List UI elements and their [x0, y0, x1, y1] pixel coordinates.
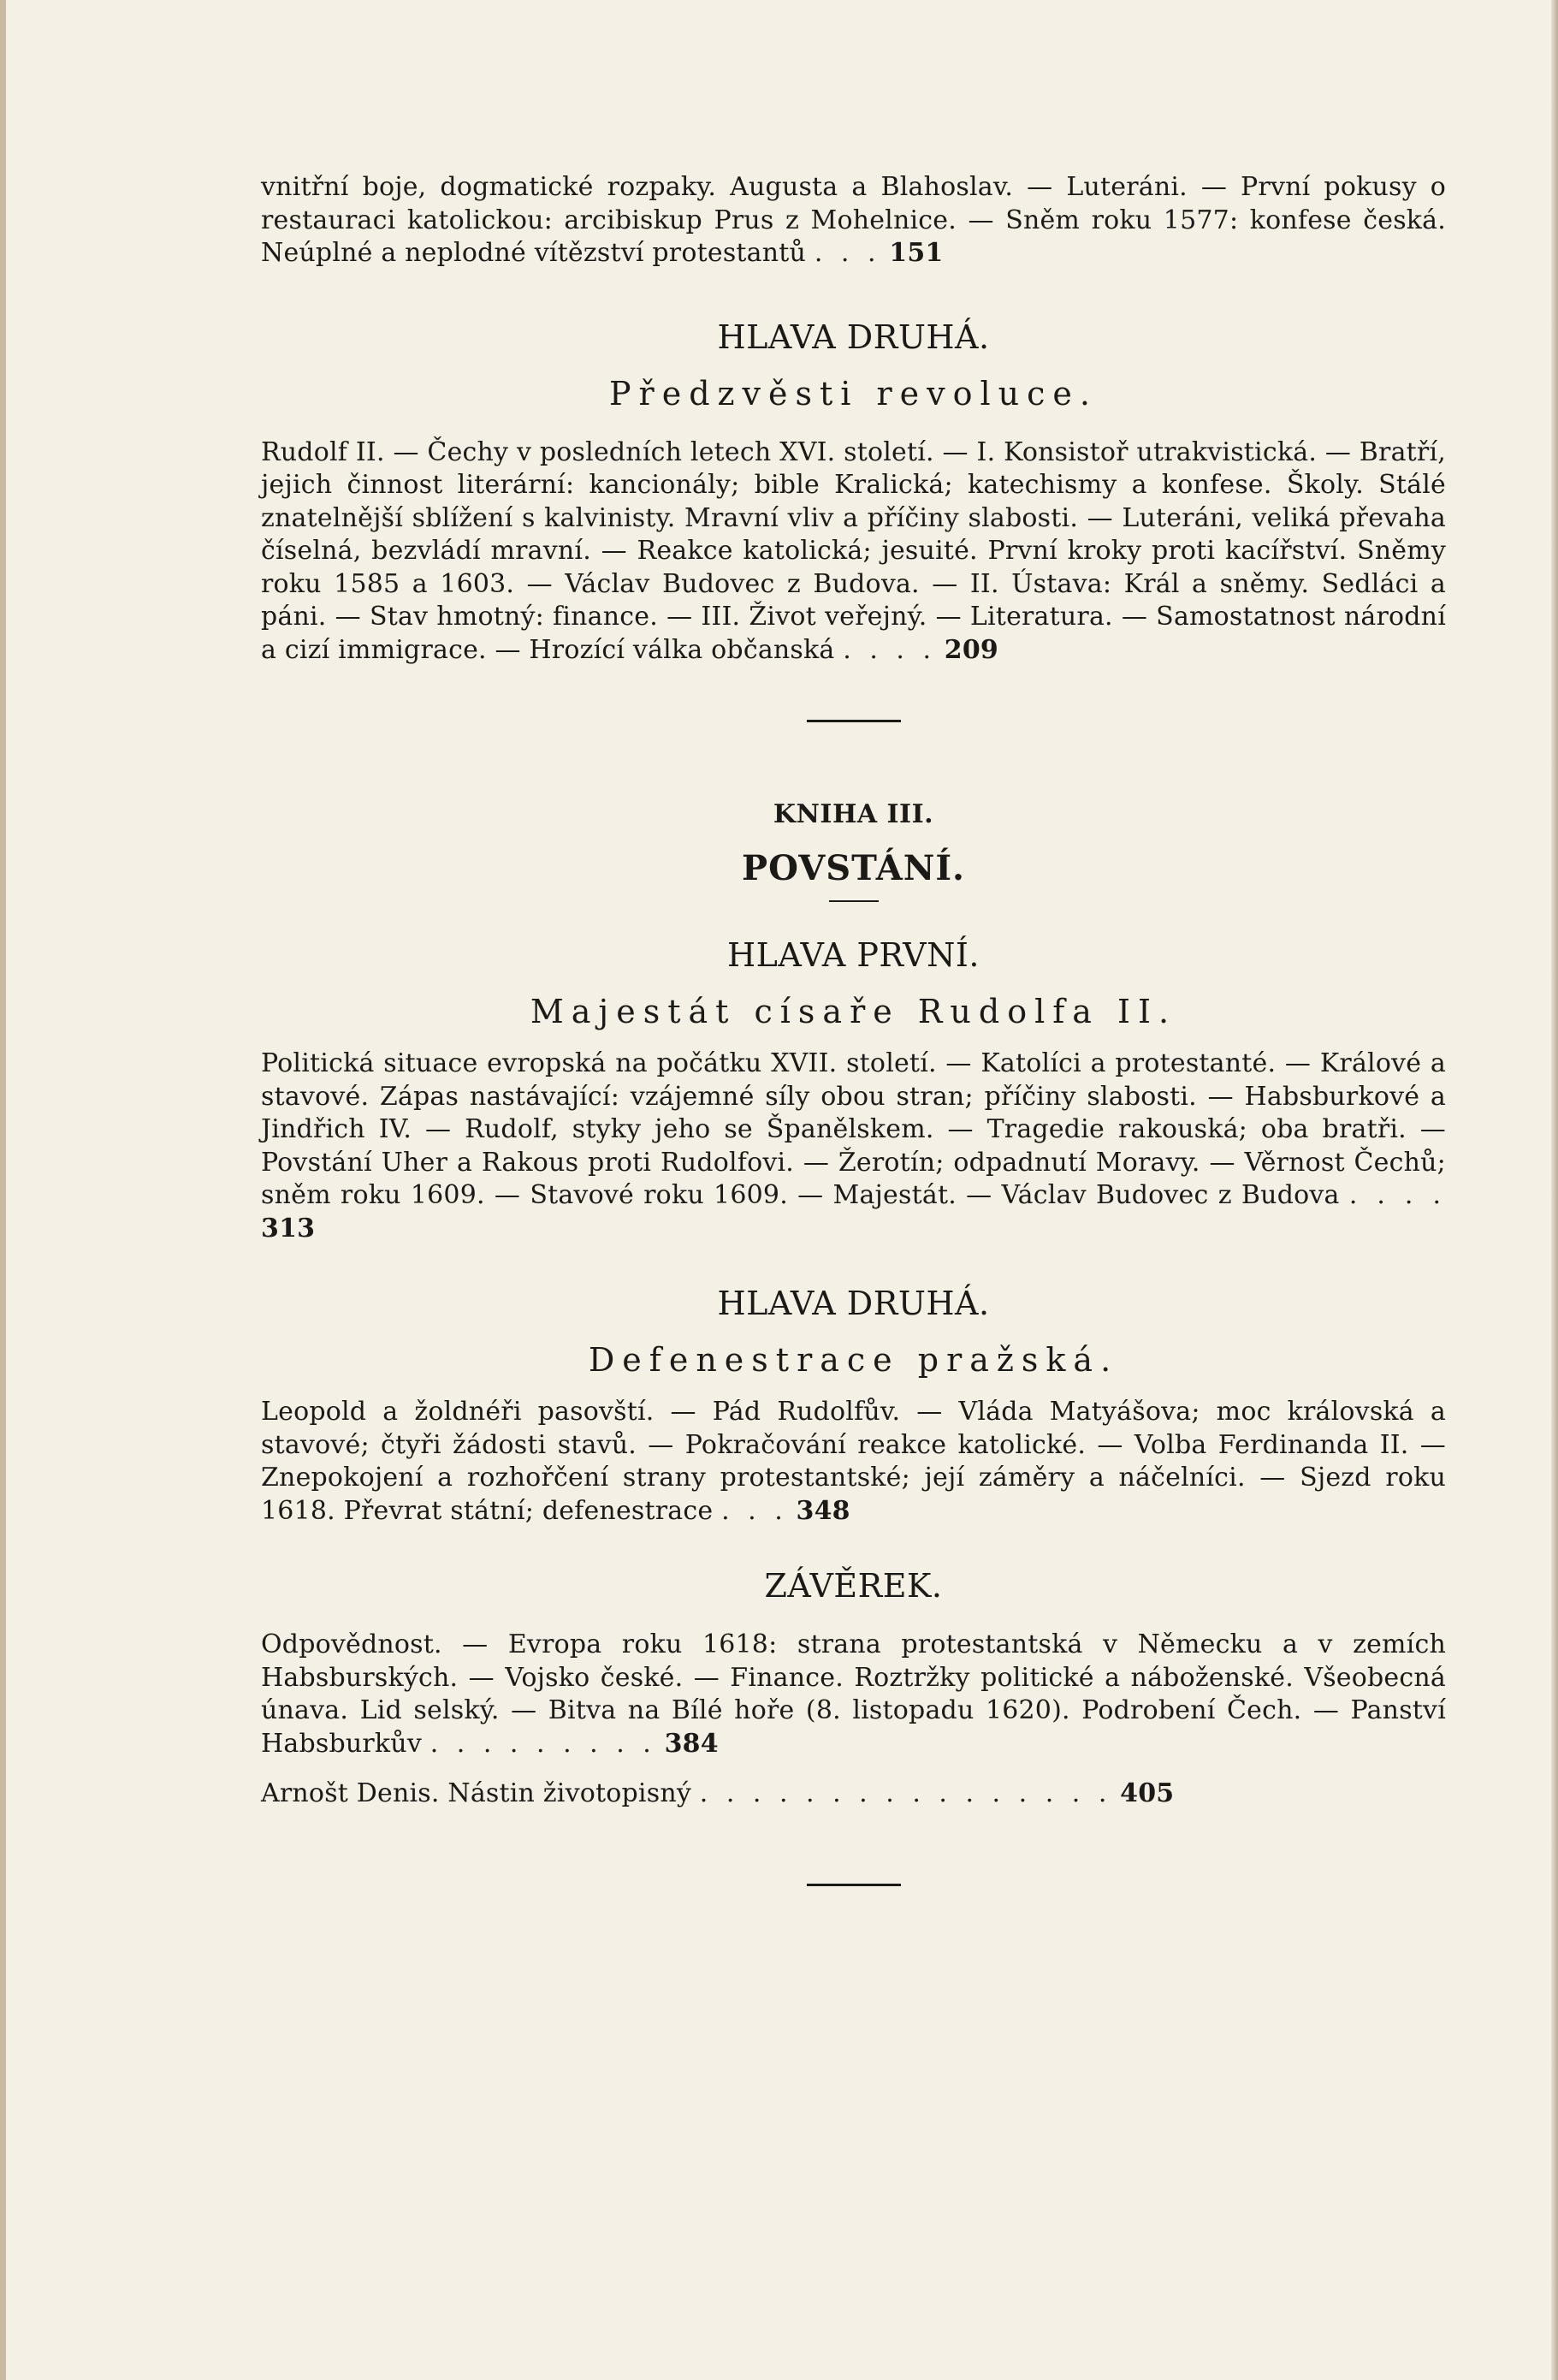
conclusion-heading: ZÁVĚREK.: [764, 1567, 943, 1605]
toc-entry: [261, 171, 1446, 270]
table-of-contents: [261, 171, 1446, 1886]
leader-dots: . . .: [814, 238, 881, 268]
toc-entry-text: Rudolf II. — Čechy v posledních letech XVI. století. — I. Konsistoř utrakvistická. — Bratří, jejich činnost literární: kancionály; bible Kralická; katechismy a konfese. Školy. Stálé znatelnější sblížení s kalvinisty. Mravní vliv a příčiny slabosti. — Luteráni, veliká převaha číselná, bezvládí mravní. — Reakce katolická; jesuité. První kroky proti kacířství. Sněmy roku 1585 a 1603. — Václav Budovec z Budova. — II. Ústava: Král a sněmy. Sedláci a páni. — Stav hmotný: finance. — III. Život veřejný. — Literatura. — Samostatnost národní a cizí immigrace. — Hrozící válka občanská: [261, 436, 1446, 665]
leader-dots: . . .: [721, 1495, 788, 1526]
toc-entry: [261, 1629, 1446, 1760]
book-heading: KNIHA III.: [773, 799, 934, 829]
page-left-edge: [0, 0, 6, 2380]
page-number: 384: [664, 1728, 719, 1759]
chapter-subtitle: Předzvěsti revoluce.: [608, 374, 1098, 412]
section-divider: [807, 1884, 901, 1886]
leader-dots: . . . . . . . . .: [429, 1728, 656, 1759]
leader-dots: . . . .: [1348, 1180, 1446, 1210]
toc-entry-text: Odpovědnost. — Evropa roku 1618: strana protestantská v Německu a v zemích Habsburských. — Vojsko české. — Finance. Roztržky politické a náboženské. Všeobecná únava. Lid selský. — Bitva na Bílé hoře (8. listopadu 1620). Podrobení Čech. — Panství Habsburkův: [261, 1629, 1446, 1759]
page-number: 405: [1120, 1778, 1175, 1808]
toc-entry: [261, 1778, 1446, 1811]
page-number: 348: [796, 1495, 850, 1526]
chapter-heading: HLAVA DRUHÁ.: [717, 1285, 990, 1322]
page-number: 313: [261, 1213, 316, 1243]
chapter-heading: HLAVA DRUHÁ.: [717, 318, 990, 356]
toc-entry-text: Leopold a žoldnéři pasovští. — Pád Rudolfův. — Vláda Matyášova; moc královská a stavové; čtyři žádosti stavů. — Pokračování reakce katolické. — Volba Ferdinanda II. — Znepokojení a rozhořčení strany protestantské; její záměry a náčelníci. — Sjezd roku 1618. Převrat státní; defenestrace: [261, 1397, 1446, 1526]
toc-entry: [261, 1396, 1446, 1528]
toc-entry-text: Politická situace evropská na počátku XVII. století. — Katolíci a protestanté. — Králové a stavové. Zápas nastávající: vzájemné síly obou stran; příčiny slabosti. — Habsburkové a Jindřich IV. — Rudolf, styky jeho se Španělskem. — Tragedie rakouská; oba bratři. — Povstání Uher a Rakous proti Rudolfovi. — Žerotín; odpadnutí Moravy. — Věrnost Čechů; sněm roku 1609. — Stavové roku 1609. — Majestát. — Václav Budovec z Budova: [261, 1048, 1446, 1210]
part-title: POVSTÁNÍ.: [742, 848, 965, 888]
leader-dots: . . . .: [843, 634, 937, 665]
toc-entry: [261, 436, 1446, 668]
toc-entry-text: vnitřní boje, dogmatické rozpaky. Augusta a Blahoslav. — Luteráni. — První pokusy o restauraci katolickou: arcibiskup Prus z Mohelnice. — Sněm roku 1577: konfese česká. Neúplné a neplodné vítězství protestantů: [261, 172, 1446, 268]
chapter-heading: HLAVA PRVNÍ.: [727, 936, 980, 974]
leader-dots: . . . . . . . . . . . . . . . .: [699, 1778, 1112, 1808]
page-number: 151: [889, 238, 944, 268]
chapter-subtitle: Defenestrace pražská.: [588, 1341, 1119, 1379]
toc-entry-text: Arnošt Denis. Nástin životopisný: [261, 1778, 691, 1808]
toc-entry: [261, 1048, 1446, 1245]
page-number: 209: [944, 634, 998, 665]
page-right-edge: [1551, 0, 1558, 2380]
chapter-subtitle: Majestát císaře Rudolfa II.: [530, 993, 1177, 1030]
